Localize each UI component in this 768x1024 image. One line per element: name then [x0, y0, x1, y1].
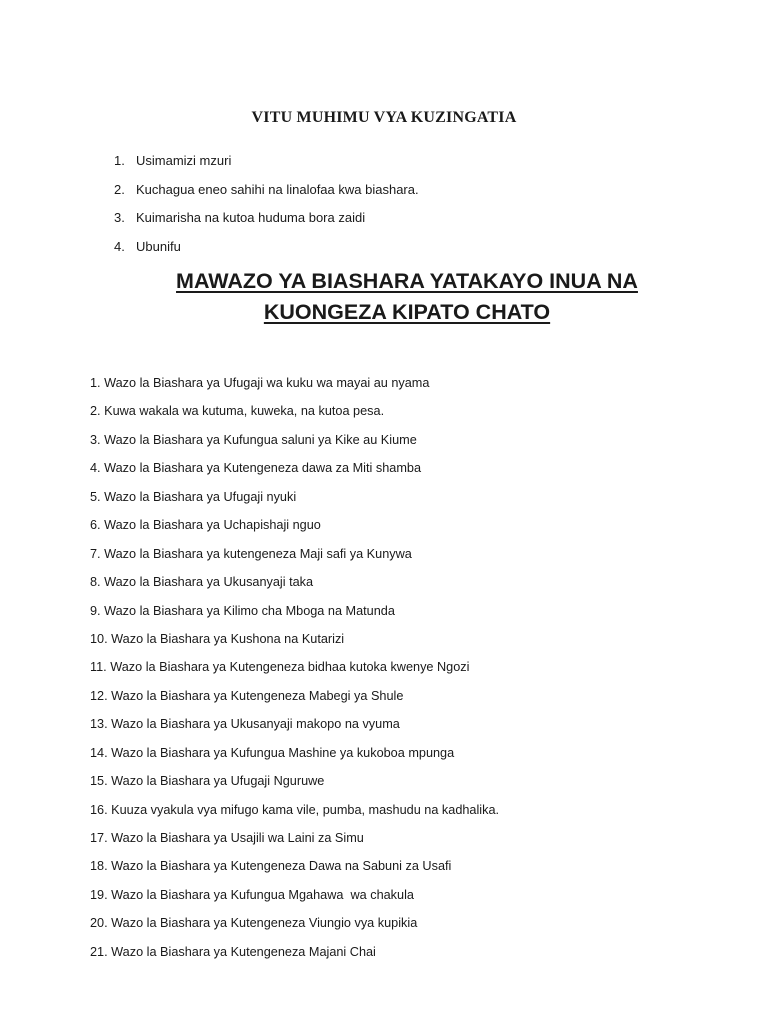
tip-text: Kuchagua eneo sahihi na linalofaa kwa biashara.	[136, 181, 419, 197]
tips-list	[114, 151, 419, 266]
idea-item: 3. Wazo la Biashara ya Kufungua saluni ya Kike au Kiume	[90, 432, 417, 447]
idea-item: 5. Wazo la Biashara ya Ufugaji nyuki	[90, 489, 297, 504]
idea-item: 12. Wazo la Biashara ya Kutengeneza Mabegi ya Shule	[90, 688, 404, 703]
idea-item: 11. Wazo la Biashara ya Kutengeneza bidhaa kutoka kwenye Ngozi	[90, 660, 470, 675]
tip-number: 3.	[114, 210, 125, 226]
idea-item: 13. Wazo la Biashara ya Ukusanyaji makopo na vyuma	[90, 717, 400, 732]
idea-item: 6. Wazo la Biashara ya Uchapishaji nguo	[90, 518, 321, 533]
tip-item	[114, 180, 419, 209]
idea-item: 1. Wazo la Biashara ya Ufugaji wa kuku wa mayai au nyama	[90, 376, 430, 390]
headline	[0, 266, 768, 328]
idea-item: 2. Kuwa wakala wa kutuma, kuweka, na kutoa pesa.	[90, 404, 385, 419]
idea-item: 10. Wazo la Biashara ya Kushona na Kutarizi	[90, 631, 345, 646]
tip-text: Ubunifu	[136, 239, 181, 255]
idea-item: 19. Wazo la Biashara ya Kufungua Mgahawa wa chakula	[90, 887, 414, 902]
idea-item: 15. Wazo la Biashara ya Ufugaji Nguruwe	[90, 774, 325, 789]
tip-item	[114, 208, 419, 237]
tip-number: 1.	[114, 153, 125, 168]
idea-item: 16. Kuuza vyakula vya mifugo kama vile, pumba, mashudu na kadhalika.	[90, 802, 500, 817]
idea-item: 20. Wazo la Biashara ya Kutengeneza Viungio vya kupikia	[90, 916, 418, 931]
tip-text: Usimamizi mzuri	[136, 153, 232, 168]
idea-item: 17. Wazo la Biashara ya Usajili wa Laini za Simu	[90, 831, 364, 845]
idea-item: 8. Wazo la Biashara ya Ukusanyaji taka	[90, 575, 314, 590]
tip-number: 4.	[114, 239, 125, 255]
idea-item: 21. Wazo la Biashara ya Kutengeneza Majani Chai	[90, 944, 376, 959]
headline-line-1: MAWAZO YA BIASHARA YATAKAYO INUA NA	[176, 269, 638, 293]
idea-item: 7. Wazo la Biashara ya kutengeneza Maji safi ya Kunywa	[90, 546, 412, 561]
idea-item: 9. Wazo la Biashara ya Kilimo cha Mboga na Matunda	[90, 603, 395, 618]
tip-number: 2.	[114, 181, 125, 197]
business-ideas-list	[90, 373, 499, 970]
tip-item	[114, 151, 419, 180]
tip-text: Kuimarisha na kutoa huduma bora zaidi	[136, 210, 366, 226]
idea-item: 18. Wazo la Biashara ya Kutengeneza Dawa na Sabuni za Usafi	[90, 859, 452, 874]
idea-item: 4. Wazo la Biashara ya Kutengeneza dawa za Miti shamba	[90, 461, 421, 476]
idea-item: 14. Wazo la Biashara ya Kufungua Mashine ya kukoboa mpunga	[90, 745, 455, 760]
tip-item	[114, 237, 419, 266]
headline-line-2: KUONGEZA KIPATO CHATO	[263, 300, 551, 324]
section-title: VITU MUHIMU VYA KUZINGATIA	[251, 109, 517, 126]
